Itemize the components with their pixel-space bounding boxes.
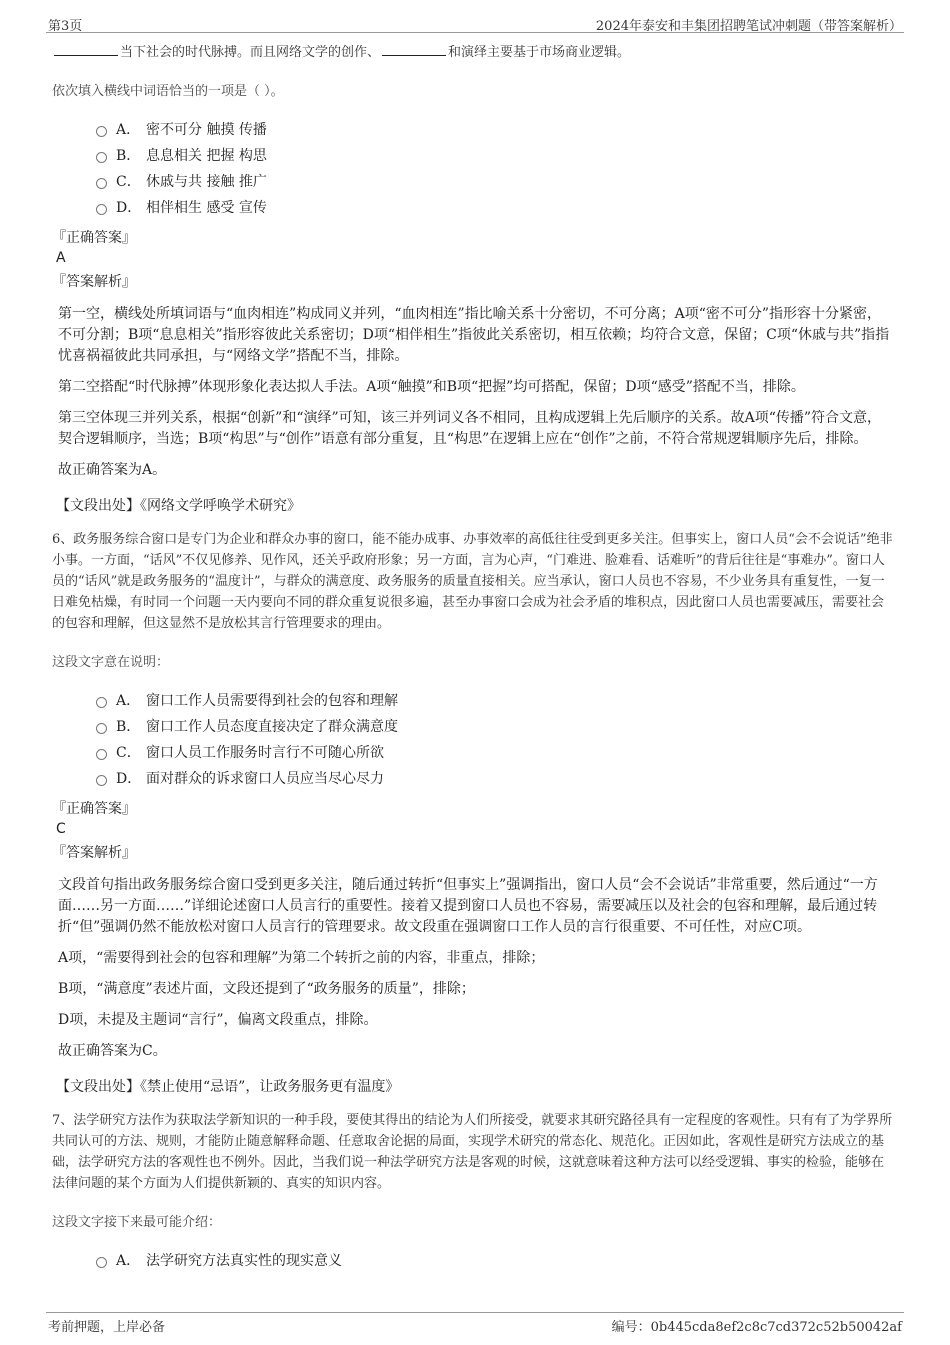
option-b[interactable]: B． 息息相关 把握 构思 [96,142,894,168]
analysis-label: 『答案解析』 [52,274,136,290]
question-text: 当下社会的时代脉搏。而且网络文学的创作、 和演绎主要基于市场商业逻辑。 [52,42,894,63]
question-5 [52,42,894,515]
page-header [46,10,904,33]
radio-icon[interactable] [96,723,107,734]
radio-icon[interactable] [96,1257,107,1268]
option-b[interactable]: B． 窗口工作人员态度直接决定了群众满意度 [96,713,894,739]
question-7 [52,1110,894,1273]
option-a[interactable]: A． 密不可分 触摸 传播 [96,116,894,142]
option-c[interactable]: C． 窗口人员工作服务时言行不可随心所欲 [96,739,894,765]
analysis-paragraph: B项，“满意度”表述片面，文段还提到了“政务服务的质量”，排除； [58,981,475,997]
fill-blank [54,45,118,56]
option-list [96,1247,894,1273]
radio-icon[interactable] [96,697,107,708]
page-footer [46,1312,904,1337]
question-6 [52,529,894,1096]
analysis-paragraph: 第三空体现三并列关系，根据“创新”和“演绎”可知，该三并列词义各不相同，且构成逻辑上先后顺序的关系。故A项“传播”符合文意，契合逻辑顺序，当选；B项“构思”与“创作”语意有部分重复，且“构思”在逻辑上应在“创作”之前，不符合常规逻辑顺序先后，排除。 [58,410,882,447]
text-source: 【文段出处】《网络文学呼唤学术研究》 [56,498,301,514]
radio-icon[interactable] [96,775,107,786]
text-source: 【文段出处】《禁止使用“忌语”，让政务服务更有温度》 [56,1079,400,1095]
option-a[interactable]: A． 法学研究方法真实性的现实意义 [96,1247,894,1273]
document-title: 2024年泰安和丰集团招聘笔试冲刺题（带答案解析） [595,19,902,34]
analysis-paragraph: 第二空搭配“时代脉搏”体现形象化表达拟人手法。A项“触摸”和B项“把握”均可搭配，保留；D项“感受”搭配不当，排除。 [58,379,805,395]
radio-icon[interactable] [96,178,107,189]
radio-icon[interactable] [96,152,107,163]
option-a[interactable]: A． 窗口工作人员需要得到社会的包容和理解 [96,687,894,713]
analysis-paragraph: D项，未提及主题词“言行”，偏离文段重点，排除。 [58,1012,378,1028]
analysis-conclusion: 故正确答案为A。 [58,462,167,478]
option-list [96,116,894,220]
footer-slogan: 考前押题，上岸必备 [48,1320,166,1335]
option-list [96,687,894,791]
correct-answer: A [56,250,66,266]
radio-icon[interactable] [96,126,107,137]
radio-icon[interactable] [96,749,107,760]
option-c[interactable]: C． 休戚与共 接触 推广 [96,168,894,194]
page-content [52,42,894,1273]
option-d[interactable]: D． 面对群众的诉求窗口人员应当尽心尽力 [96,765,894,791]
answer-label: 『正确答案』 [52,230,136,246]
question-text: 7、法学研究方法作为获取法学新知识的一种手段，要使其得出的结论为人们所接受，就要求其研究路径具有一定程度的客观性。只有有了为学界所共同认可的方法、规则，才能防止随意解释命题、任意取舍论据的局面，实现学术研究的常态化、规范化。正因如此，客观性是研究方法成立的基础，法学研究方法的客观性也不例外。因此，当我们说一种法学研究方法是客观的时候，这就意味着这种方法可以经受逻辑、事实的检验，能够在法律问题的某个方面为人们提供新颖的、真实的知识内容。 [52,1113,893,1191]
fill-blank [382,45,446,56]
analysis-conclusion: 故正确答案为C。 [58,1043,167,1059]
question-prompt: 这段文字接下来最可能介绍： [52,1215,222,1230]
question-text: 6、政务服务综合窗口是专门为企业和群众办事的窗口，能不能办成事、办事效率的高低往往受到更多关注。但事实上，窗口人员“会不会说话”绝非小事。一方面，“话风”不仅见修养、见作风，还关乎政府形象；另一方面，言为心声，“门难进、脸难看、话难听”的背后往往是“事难办”。窗口人员的“话风”就是政务服务的“温度计”，与群众的满意度、政务服务的质量直接相关。应当承认，窗口人员也不容易，不少业务具有重复性，一复一日难免枯燥，有时同一个问题一天内要向不同的群众重复说很多遍，甚至办事窗口会成为社会矛盾的堆积点，因此窗口人员也需要减压，需要社会的包容和理解，但这显然不是放松其言行管理要求的理由。 [52,532,893,631]
answer-label: 『正确答案』 [52,801,136,817]
radio-icon[interactable] [96,204,107,215]
analysis-paragraph: 文段首句指出政务服务综合窗口受到更多关注，随后通过转折“但事实上”强调指出，窗口人员“会不会说话”非常重要，然后通过“一方面……另一方面……”详细论述窗口人员言行的重要性。接着又提到窗口人员也不容易，需要减压以及社会的包容和理解，最后通过转折“但”强调仍然不能放松对窗口人员言行的管理要求。故文段重在强调窗口工作人员的言行很重要、不可任性，对应C项。 [58,877,878,935]
document-id: 编号：0b445cda8ef2c8c7cd372c52b50042af [611,1320,902,1335]
question-prompt: 依次填入横线中词语恰当的一项是（ ）。 [52,84,284,99]
option-d[interactable]: D． 相伴相生 感受 宣传 [96,194,894,220]
page-number: 第3页 [48,19,83,34]
question-prompt: 这段文字意在说明： [52,655,170,670]
analysis-label: 『答案解析』 [52,845,136,861]
analysis-paragraph: A项，“需要得到社会的包容和理解”为第二个转折之前的内容，非重点，排除； [58,950,545,966]
analysis-paragraph: 第一空，横线处所填词语与“血肉相连”构成同义并列，“血肉相连”指比喻关系十分密切，不可分离；A项“密不可分”指形容十分紧密，不可分割；B项“息息相关”指形容彼此关系密切；D项“相伴相生”指彼此关系密切，相互依赖；均符合文意，保留；C项“休戚与共”指指忧喜祸福彼此共同承担，与“网络文学”搭配不当，排除。 [58,306,890,364]
correct-answer: C [56,821,66,837]
